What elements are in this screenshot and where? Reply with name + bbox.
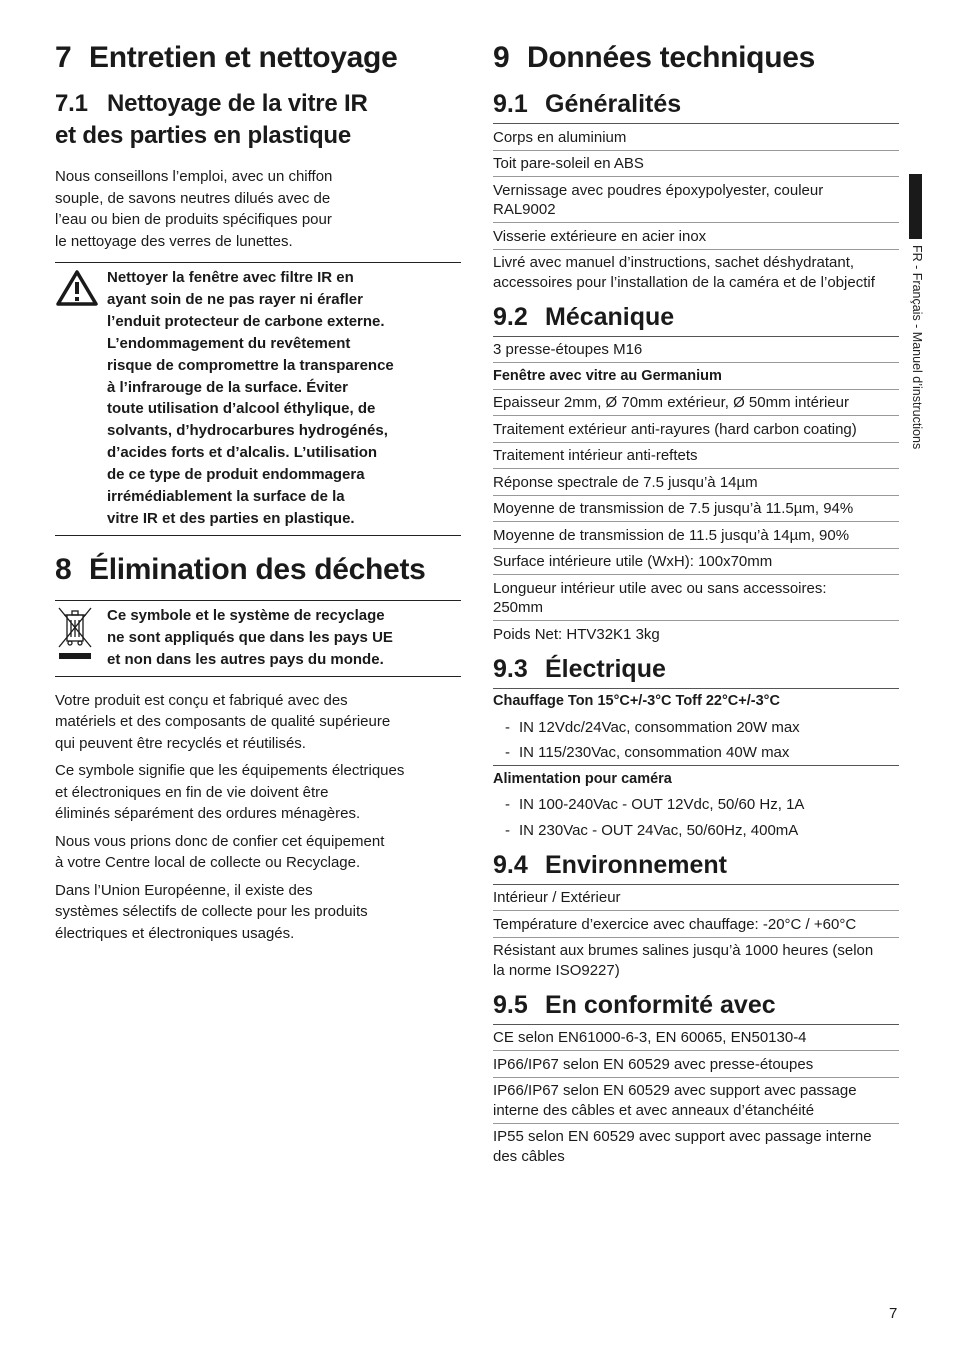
table-row: Réponse spectrale de 7.5 jusqu’à 14µm	[493, 469, 899, 496]
table-row: Température d’exercice avec chauffage: -20°C / +60°C	[493, 911, 899, 938]
table-row: IP55 selon EN 60529 avec support avec passage interne des câbles	[493, 1128, 872, 1165]
body-line: l’eau ou bien de produits spécifiques pour	[55, 211, 332, 228]
table-row: Alimentation pour caméra	[493, 770, 672, 787]
table-row: - IN 100-240Vac - OUT 12Vdc, 50/60 Hz, 1A	[505, 796, 805, 813]
table-row: Traitement extérieur anti-rayures (hard carbon coating)	[493, 416, 899, 443]
section-9-heading: 9 Données techniques	[493, 41, 815, 74]
side-tab-marker	[909, 174, 922, 239]
page-number: 7	[889, 1305, 898, 1322]
right-column	[493, 38, 899, 1169]
body-line: Dans l’Union Européenne, il existe des	[55, 881, 313, 899]
spec-table-environment	[493, 884, 899, 983]
table-row: CE selon EN61000-6-3, EN 60065, EN50130-4	[493, 1025, 899, 1052]
spec-table-mechanical	[493, 336, 899, 647]
section-9-5-heading: 9.5 En conformité avec	[493, 990, 776, 1019]
table-row: Livré avec manuel d’instructions, sachet déshydratant, accessoires pour l’installation de la caméra et de l’objectif	[493, 254, 875, 291]
section-9-3-heading: 9.3 Électrique	[493, 654, 666, 683]
body-line: Ce symbole signifie que les équipements électriques	[55, 762, 405, 780]
weee-notice-box	[55, 600, 461, 677]
table-row: Visserie extérieure en acier inox	[493, 223, 899, 250]
table-row: Résistant aux brumes salines jusqu’à 1000 heures (selon la norme ISO9227)	[493, 942, 874, 979]
warning-box	[55, 262, 461, 536]
section-7-1-body	[55, 166, 461, 252]
table-row: Moyenne de transmission de 7.5 jusqu’à 11.5µm, 94%	[493, 496, 899, 523]
table-row: Moyenne de transmission de 11.5 jusqu’à 14µm, 90%	[493, 522, 899, 549]
table-row: - IN 12Vdc/24Vac, consommation 20W max	[505, 718, 800, 736]
warning-triangle-icon	[55, 267, 107, 530]
table-row: Vernissage avec poudres époxypolyester, couleur RAL9002	[493, 177, 899, 223]
table-row: - IN 230Vac - OUT 24Vac, 50/60Hz, 400mA	[505, 821, 799, 839]
section-8-heading: 8 Élimination des déchets	[55, 552, 426, 586]
table-row: - IN 115/230Vac, consommation 40W max	[493, 740, 899, 767]
body-line: Nous vous prions donc de confier cet équipement	[55, 832, 385, 850]
section-7-heading: 7 Entretien et nettoyage	[55, 41, 398, 74]
table-row: Fenêtre avec vitre au Germanium	[493, 363, 899, 390]
body-line: le nettoyage des verres de lunettes.	[55, 232, 293, 250]
body-line: et électroniques en fin de vie doivent être	[55, 783, 329, 801]
section-9-2-heading: 9.2 Mécanique	[493, 302, 675, 331]
body-line: souple, de savons neutres dilués avec de	[55, 189, 331, 207]
table-row: 3 presse-étoupes M16	[493, 337, 899, 364]
body-line: à votre Centre local de collecte ou Recyclage.	[55, 854, 361, 872]
section-9-1-heading: 9.1 Généralités	[493, 90, 682, 118]
table-row: IP66/IP67 selon EN 60529 avec support avec passage interne des câbles et avec anneaux d’étanchéité	[493, 1078, 899, 1124]
body-line: éliminés séparément des ordures ménagères.	[55, 805, 361, 823]
section-8-body	[55, 690, 461, 945]
table-row: IP66/IP67 selon EN 60529 avec presse-étoupes	[493, 1051, 899, 1078]
table-row: Surface intérieure utile (WxH): 100x70mm	[493, 549, 899, 576]
body-line: qui peuvent être recyclés et réutilisés.	[55, 734, 306, 752]
weee-crossed-bin-icon	[55, 605, 107, 671]
section-9-4-heading: 9.4 Environnement	[493, 850, 727, 879]
table-row: Toit pare-soleil en ABS	[493, 151, 899, 178]
section-7-1-heading: 7.1 Nettoyage de la vitre IR et des parties en plastique	[55, 90, 368, 149]
body-line: matériels et des composants de qualité supérieure	[55, 713, 391, 731]
table-row: Epaisseur 2mm, Ø 70mm extérieur, Ø 50mm intérieur	[493, 390, 899, 417]
table-row: Traitement intérieur anti-reftets	[493, 443, 899, 470]
spec-table-compliance	[493, 1024, 899, 1169]
spec-table-general	[493, 123, 899, 295]
table-row: Intérieur / Extérieur	[493, 885, 899, 912]
warning-text: Nettoyer la fenêtre avec filtre IR en ayant soin de ne pas rayer ni érafler l’enduit protecteur de carbone externe. L’endommagement du revêtement risque de compromettre la transparence à l’infrarouge de la surface. Éviter toute utilisation d’alcool éthylique, de solvants, d’hydrocarbures hydrogénés, d’acides forts et d’alcalis. L’utilisation de ce type de produit endommagera irrémédiablement la surface de la vitre IR et des parties en plastique.	[107, 269, 394, 527]
spec-table-electrical	[493, 688, 899, 843]
weee-notice-text: Ce symbole et le système de recyclage ne sont appliqués que dans les pays UE et non dans les autres pays du monde.	[107, 606, 393, 668]
table-row: Longueur intérieur utile avec ou sans accessoires: 250mm	[493, 575, 899, 621]
table-row: Poids Net: HTV32K1 3kg	[493, 625, 660, 643]
left-column	[55, 38, 461, 944]
body-line: électriques et électroniques usagés.	[55, 924, 295, 942]
side-language-label: FR - Français - Manuel d’instructions	[910, 245, 924, 450]
table-row: Corps en aluminium	[493, 124, 899, 151]
body-line: Votre produit est conçu et fabriqué avec des	[55, 691, 348, 709]
body-line: systèmes sélectifs de collecte pour les produits	[55, 903, 368, 921]
table-row: Chauffage Ton 15°C+/-3°C Toff 22°C+/-3°C	[493, 693, 780, 709]
body-line: Nous conseillons l’emploi, avec un chiffon	[55, 168, 333, 185]
